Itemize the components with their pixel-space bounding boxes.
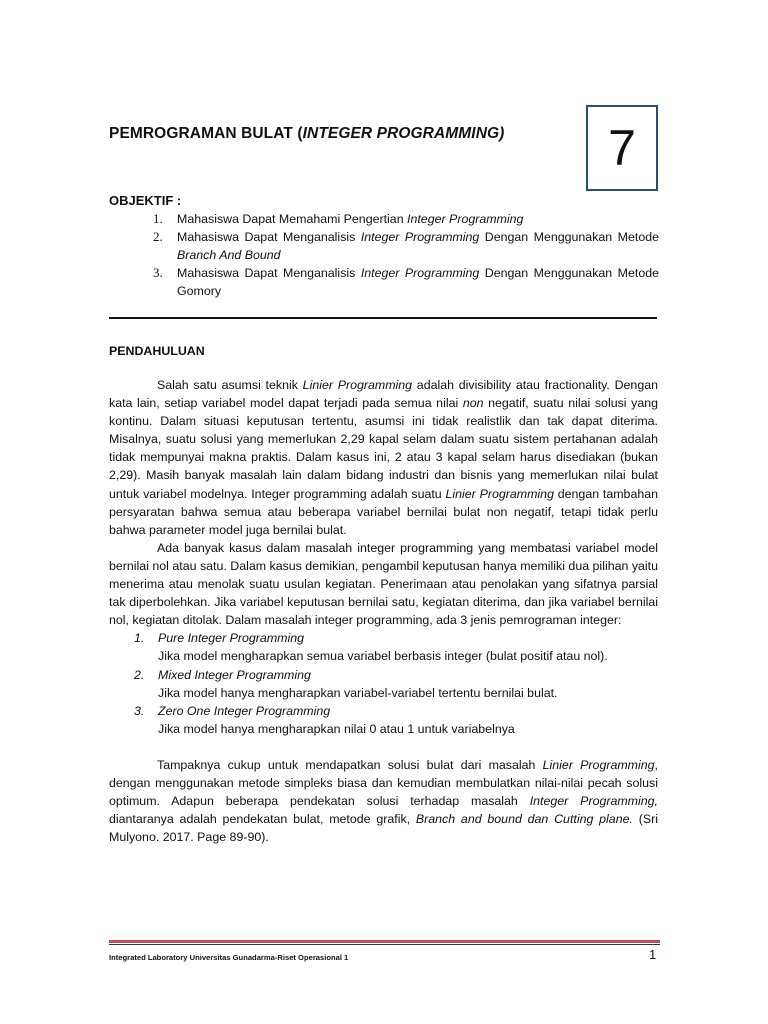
page-number: 1 bbox=[649, 947, 657, 962]
integer-types-list bbox=[109, 629, 658, 738]
footer-text: Integrated Laboratory Universitas Gunadarma-Riset Operasional 1 bbox=[109, 953, 349, 962]
section-heading: PENDAHULUAN bbox=[109, 344, 205, 358]
objective-item: 2. Mahasiswa Dapat Menganalisis Integer Programming Dengan Menggunakan Metode Branch And Bound bbox=[153, 229, 659, 262]
title-italic-text: INTEGER PROGRAMMING) bbox=[302, 125, 505, 142]
footer-rule-red bbox=[109, 940, 660, 943]
paragraph-spacer bbox=[109, 738, 658, 756]
title-text: PEMROGRAMAN BULAT ( bbox=[109, 125, 303, 142]
objectives-list bbox=[150, 210, 659, 300]
paragraph-2: Ada banyak kasus dalam masalah integer programming yang membatasi variabel model bernilai nol atau satu. Dalam kasus demikian, pengambil keputusan hanya memiliki dua pilihan yaitu menerima atau menolak suatu usulan kegiatan. Penerimaan atau penolakan yang sifatnya parsial tak diperbolehkan. Jika variabel keputusan bernilai satu, kegiatan diterima, dan jika variabel bernilai nol, kegiatan ditolak. Dalam masalah integer programming, ada 3 jenis pemrograman integer: bbox=[109, 540, 658, 628]
paragraph-3: Tampaknya cukup untuk mendapatkan solusi bulat dari masalah Linier Programming, dengan menggunakan metode simpleks biasa dan kemudian membulatkan nilai-nilai pecah solusi optimum. Adapun beberapa pendekatan solusi terhadap masalah Integer Programming, diantaranya adalah pendekatan bulat, metode grafik, Branch and bound dan Cutting plane. (Sri Mulyono. 2017. Page 89-90). bbox=[109, 757, 659, 845]
chapter-number-box bbox=[586, 105, 658, 191]
footer-rule-blue bbox=[109, 944, 660, 945]
type-item: 3. Zero One Integer Programming Jika model hanya mengharapkan nilai 0 atau 1 untuk variabelnya bbox=[134, 703, 515, 736]
section-divider bbox=[109, 317, 657, 319]
chapter-title bbox=[109, 125, 504, 143]
objectives-heading: OBJEKTIF : bbox=[109, 193, 182, 208]
body-text bbox=[109, 376, 658, 846]
objective-item: 1. Mahasiswa Dapat Memahami Pengertian Integer Programming bbox=[153, 211, 524, 226]
type-item: 2. Mixed Integer Programming Jika model hanya mengharapkan variabel-variabel tertentu bernilai bulat. bbox=[134, 667, 558, 700]
objective-item: 3. Mahasiswa Dapat Menganalisis Integer Programming Dengan Menggunakan Metode Gomory bbox=[153, 265, 659, 298]
paragraph-1: Salah satu asumsi teknik Linier Programming adalah divisibility atau fractionality. Dengan kata lain, setiap variabel model dapat terjadi pada semua nilai non negatif, suatu nilai solusi yang kontinu. Dalam situasi keputusan tertentu, asumsi ini tidak realistlik dan tak dapat diterima. Misalnya, suatu solusi yang memerlukan 2,29 kapal selam dalam suatu sistem pertahanan adalah tidak mempunyai makna praktis. Dalam kasus ini, 2 atau 3 kapal selam harus disediakan (bukan 2,29). Masih banyak masalah lain dalam bidang industri dan bisnis yang memerlukan nilai bulat untuk variabel modelnya. Integer programming adalah suatu Linier Programming dengan tambahan persyaratan bahwa semua atau beberapa variabel bernilai bulat non negatif, tetapi tidak perlu bahwa parameter model juga bernilai bulat. bbox=[109, 378, 659, 537]
type-item: 1. Pure Integer Programming Jika model mengharapkan semua variabel berbasis integer (bulat positif atau nol). bbox=[134, 631, 608, 664]
chapter-number: 7 bbox=[608, 120, 636, 176]
